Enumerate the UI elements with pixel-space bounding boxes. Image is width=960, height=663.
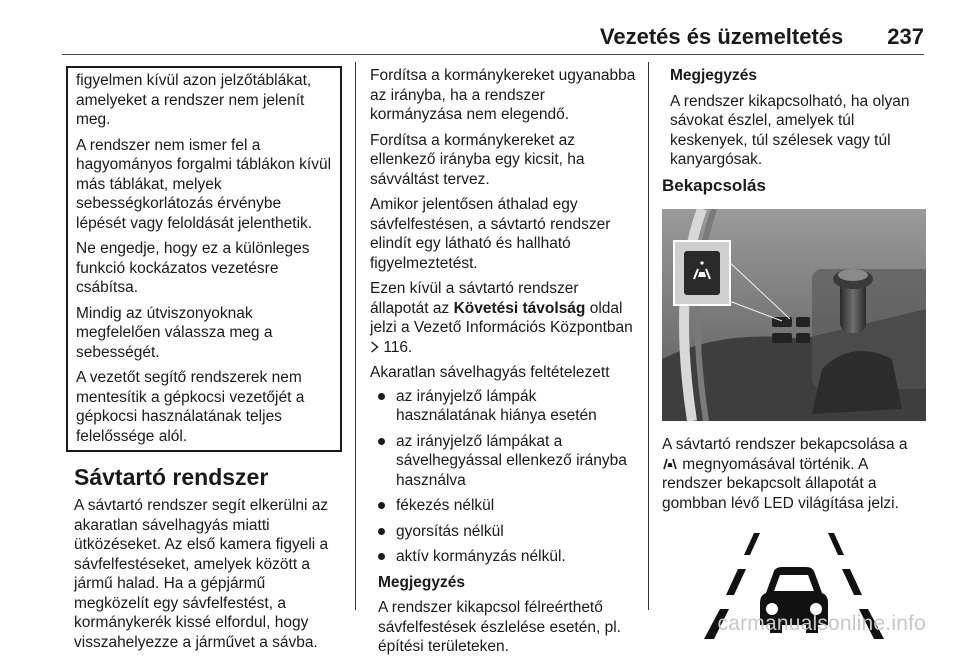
paragraph: Fordítsa a kormánykereket ugyanabba az irányba, ha a rendszer kormányzása nem elegendő. [370,67,636,123]
warning-paragraph: Ne engedje, hogy ez a különleges funkció kockázatos vezetésre csábítsa. [76,240,310,296]
note-title: Megjegyzés [378,573,466,591]
list-item: az irányjelző lámpákat a sávelhegyással ellenkező irányba használva [370,432,638,491]
paragraph: Akaratlan sávelhagyás feltételezett [370,364,610,381]
warning-box [66,66,342,452]
list-item: aktív kormányzás nélkül. [370,547,638,567]
page-ref-arrow-icon [370,341,379,353]
following-distance-label: Követési távolság [453,299,586,317]
intro-paragraph: A sávtartó rendszer segít elkerülni az akaratlan sávelhagyás miatti ütközéseket. Az első kamera figyeli a sávfelfestéseket, amelyek között a jármű halad. Ha a gépjármű megközelít egy sávfelfestést, a kormánykerék kissé elfordul, hogy visszahelyezze a járművet a sávba. [74,497,329,651]
note-block [662,66,928,170]
note-text: A rendszer kikapcsol félreérthető sávfelfestések észlelése esetén, pl. építési területeken. [378,599,621,655]
note-text: A rendszer kikapcsolható, ha olyan sávokat észlel, amelyek túl keskenyek, túl szélesek vagy túl kanyargósak. [670,92,910,168]
note-block [370,573,638,657]
page-header [600,24,924,50]
header-rule [62,54,924,55]
activation-paragraph [662,435,928,513]
section-title: Sávtartó rendszer [74,464,269,490]
text-run: Ezen kívül a sávtartó rendszer állapotát az [370,280,579,317]
condition-list [370,387,638,567]
console-illustration [662,209,926,421]
status-paragraph [370,279,638,357]
warning-paragraph: figyelmen kívül azon jelzőtáblákat, amelyeket a rendszer nem jelenít meg. [76,72,312,128]
subheading: Bekapcsolás [662,175,766,195]
note-title: Megjegyzés [670,67,758,84]
lane-keep-icon [662,458,678,470]
text-run: oldal jelzi a Vezető Információs Központban [370,299,633,336]
column-divider-1 [355,62,356,610]
column-divider-2 [648,62,649,610]
column-1 [74,66,344,658]
column-3 [662,66,928,645]
page-number: 237 [887,24,924,49]
text-run: megnyomásával történik. A rendszer bekapcsolt állapotát a gombban lévő LED világítása jelzi. [662,455,899,512]
warning-paragraph: A vezetőt segítő rendszerek nem mentesítik a gépkocsi vezetőjét a gépkocsi használatának teljes felelőssége alól. [76,369,305,445]
page-reference-link[interactable]: 116. [383,338,413,356]
paragraph: Fordítsa a kormánykereket az ellenkező irányba egy kicsit, ha sávváltást tervez. [370,131,585,188]
header-title: Vezetés és üzemeltetés [599,24,844,49]
column-2 [370,66,638,663]
warning-paragraph: A rendszer nem ismer fel a hagyományos forgalmi táblákon kívül más táblákat, melyek sebességkorlátozás érvénybe lépését vagy feloldását jelenthetik. [76,136,332,232]
console-photo [662,209,926,421]
paragraph: Amikor jelentősen áthalad egy sávfelfestésen, a sávtartó rendszer elindít egy látható és hallható figyelmeztetést. [370,196,611,272]
text-run: A sávtartó rendszer bekapcsolása a [662,436,908,453]
list-item: fékezés nélkül [370,496,638,516]
list-item: gyorsítás nélkül [370,522,638,542]
list-item: az irányjelző lámpák használatának hiánya esetén [370,387,638,426]
watermark: carmanualsonline.info [717,612,926,635]
warning-paragraph: Mindig az útviszonyoknak megfelelően válassza meg a sebességét. [76,304,273,361]
